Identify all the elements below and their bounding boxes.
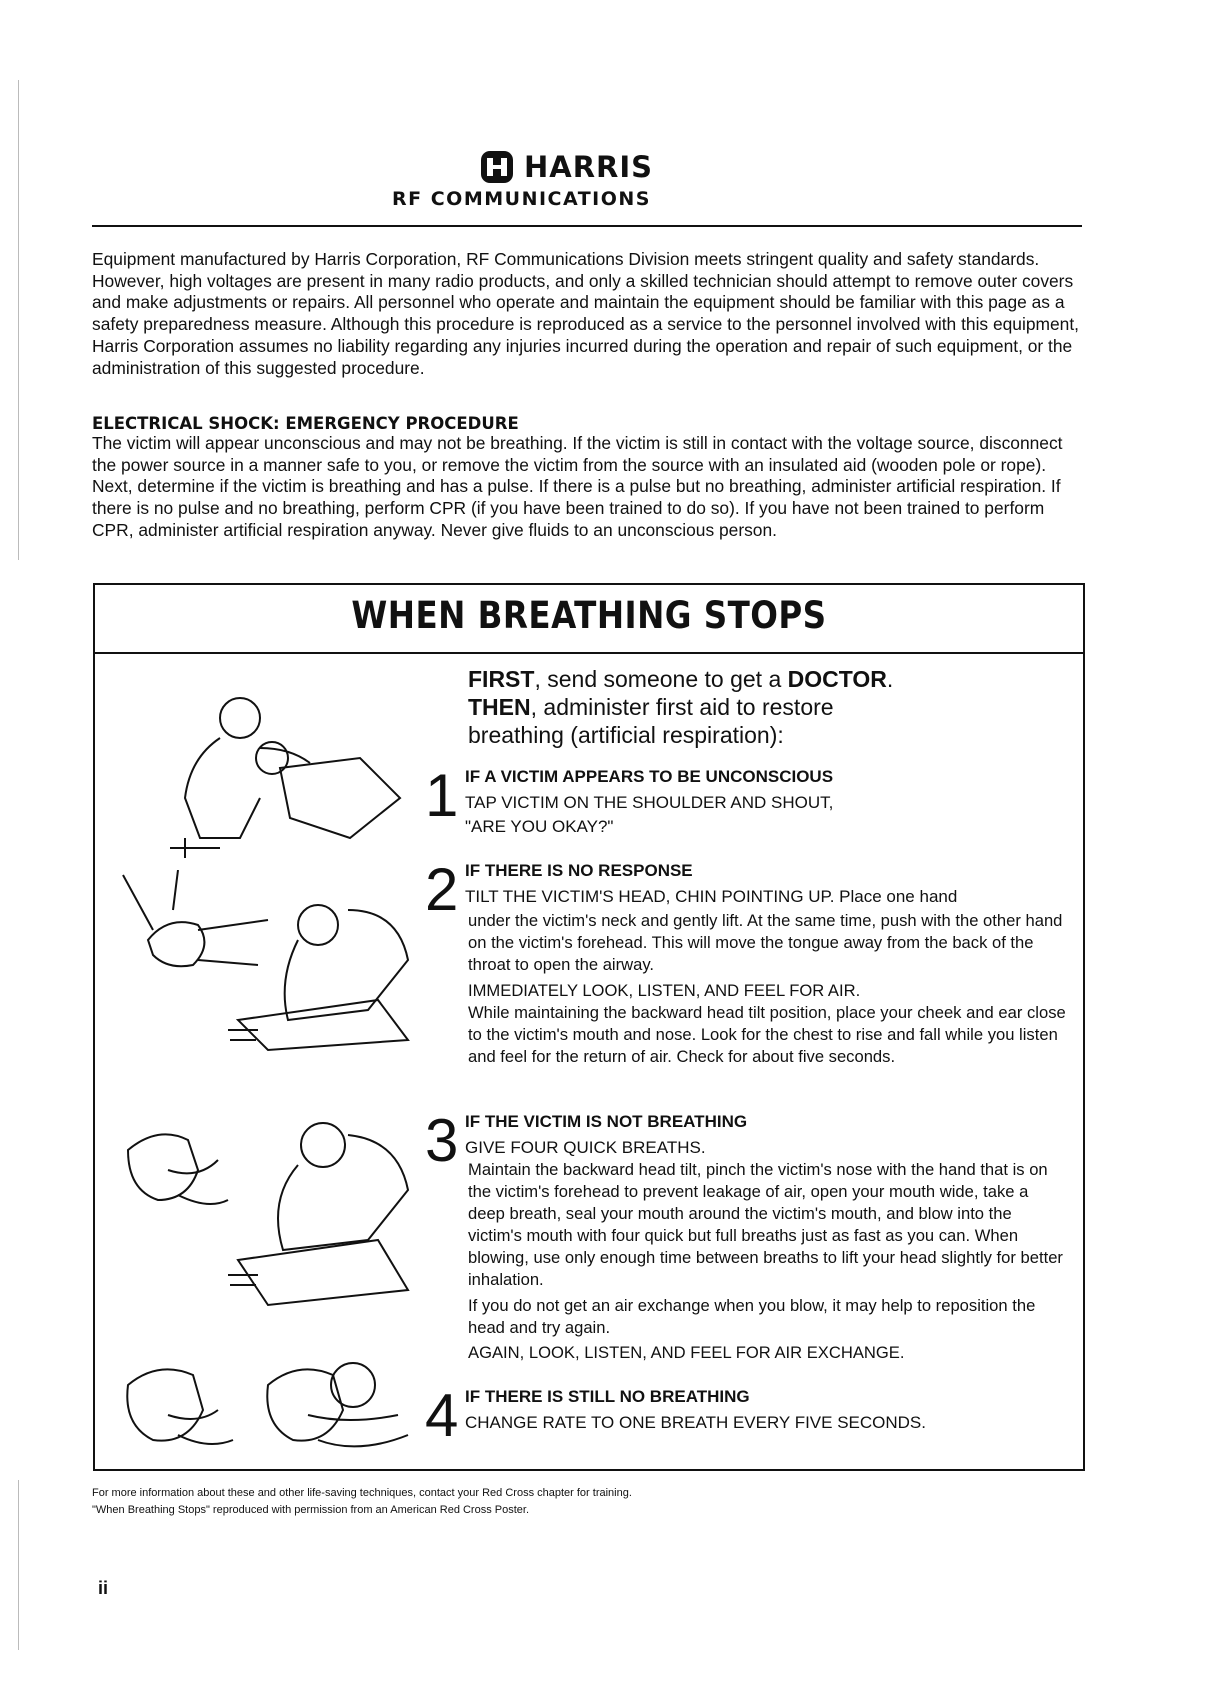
rescuer-tap-illustration bbox=[160, 688, 410, 863]
footnote-permission: "When Breathing Stops" reproduced with permission from an American Red Cross Poster. bbox=[92, 1504, 530, 1516]
footnote-red-cross: For more information about these and other life-saving techniques, contact your Red Cross chapter for training. bbox=[92, 1487, 632, 1499]
step-heading: IF THERE IS STILL NO BREATHING bbox=[465, 1387, 750, 1406]
shock-heading: ELECTRICAL SHOCK: EMERGENCY PROCEDURE bbox=[92, 414, 519, 433]
step-paragraph: under the victim's neck and gently lift. At the same time, push with the other hand on the victim's forehead. This will move the tongue away from the back of the throat to open the airway. bbox=[468, 911, 1063, 974]
brand-subtitle: RF COMMUNICATIONS bbox=[392, 188, 651, 210]
mouth-to-mouth-illustration bbox=[118, 1110, 418, 1320]
step-heading: IF THE VICTIM IS NOT BREATHING bbox=[465, 1112, 748, 1131]
doctor-label: DOCTOR bbox=[787, 666, 887, 692]
first-text: , send someone to get a bbox=[534, 666, 788, 692]
step-paragraph: Maintain the backward head tilt, pinch the victim's nose with the hand that is on the victim's forehead to prevent leakage of air, open your mouth wide, take a deep breath, seal your mouth around the victim's mouth, and blow into the victim's mouth with four quick but full breaths just as fast as you can. When blowing, use only enough time between breaths to lift your head slightly for better inhalation. bbox=[468, 1160, 1063, 1289]
step-subheading: TILT THE VICTIM'S HEAD, CHIN POINTING UP. Place one hand bbox=[465, 887, 958, 906]
scan-edge-mark bbox=[18, 80, 19, 560]
first-label: FIRST bbox=[468, 666, 535, 692]
step-paragraph: While maintaining the backward head tilt position, place your cheek and ear close to the victim's mouth and nose. Look for the chest to rise and fall while you listen and feel for the return of air. Check for about five seconds. bbox=[468, 1003, 1066, 1066]
step-paragraph: IMMEDIATELY LOOK, LISTEN, AND FEEL FOR AIR. bbox=[468, 981, 861, 1000]
step-heading: IF A VICTIM APPEARS TO BE UNCONSCIOUS bbox=[465, 767, 834, 786]
box-title-row bbox=[95, 585, 1083, 654]
brand-name: HARRIS bbox=[524, 150, 654, 184]
harris-logo-icon bbox=[480, 150, 514, 184]
step-subheading: TAP VICTIM ON THE SHOULDER AND SHOUT, bbox=[465, 793, 834, 812]
then-line bbox=[468, 693, 858, 749]
first-line bbox=[468, 665, 1068, 693]
step-paragraph: If you do not get an air exchange when you blow, it may help to reposition the head and try again. bbox=[468, 1296, 1036, 1337]
scan-edge-mark bbox=[18, 1480, 19, 1650]
step-subheading-2: "ARE YOU OKAY?" bbox=[465, 817, 614, 836]
breathing-check-illustration bbox=[118, 1355, 418, 1465]
then-text: , administer first aid to restore breathing (artificial respiration): bbox=[468, 694, 834, 748]
page-number: ii bbox=[98, 1578, 109, 1598]
step-number: 4 bbox=[425, 1382, 459, 1449]
brand-header bbox=[480, 150, 653, 184]
first-end: . bbox=[886, 666, 894, 692]
step-number: 2 bbox=[425, 856, 459, 923]
step-paragraph: AGAIN, LOOK, LISTEN, AND FEEL FOR AIR EXCHANGE. bbox=[468, 1343, 905, 1362]
then-label: THEN bbox=[468, 694, 531, 720]
intro-paragraph: Equipment manufactured by Harris Corporation, RF Communications Division meets stringent quality and safety standards. However, high voltages are present in many radio products, and only a skilled technician should attempt to remove outer covers and make adjustments or repairs. All personnel who operate and maintain the equipment should be familiar with this page as a safety preparedness measure. Although this procedure is reproduced as a service to the personnel involved with this equipment, Harris Corporation assumes no liability regarding any injuries incurred during the operation and repair of such equipment, or the administration of this suggested procedure. bbox=[92, 249, 1080, 378]
step-subheading: CHANGE RATE TO ONE BREATH EVERY FIVE SECONDS. bbox=[465, 1413, 926, 1432]
step-subheading: GIVE FOUR QUICK BREATHS. bbox=[465, 1138, 706, 1157]
header-divider bbox=[92, 225, 1082, 227]
step-number: 1 bbox=[425, 762, 459, 829]
step-heading: IF THERE IS NO RESPONSE bbox=[465, 861, 693, 880]
shock-paragraph: The victim will appear unconscious and may not be breathing. If the victim is still in contact with the voltage source, disconnect the power source in a manner safe to you, or remove the victim from the source with an insulated aid (wooden pole or rope). Next, determine if the victim is breathing and has a pulse. If there is a pulse but no breathing, administer artificial respiration. If there is no pulse and no breathing, perform CPR (if you have been trained to do so). If you have not been trained to perform CPR, administer artificial respiration anyway. Never give fluids to an unconscious person. bbox=[92, 433, 1063, 540]
first-then-instructions bbox=[468, 665, 1068, 749]
box-title: WHEN BREATHING STOPS bbox=[351, 594, 827, 637]
head-tilt-illustration bbox=[118, 870, 418, 1070]
step-number: 3 bbox=[425, 1107, 459, 1174]
